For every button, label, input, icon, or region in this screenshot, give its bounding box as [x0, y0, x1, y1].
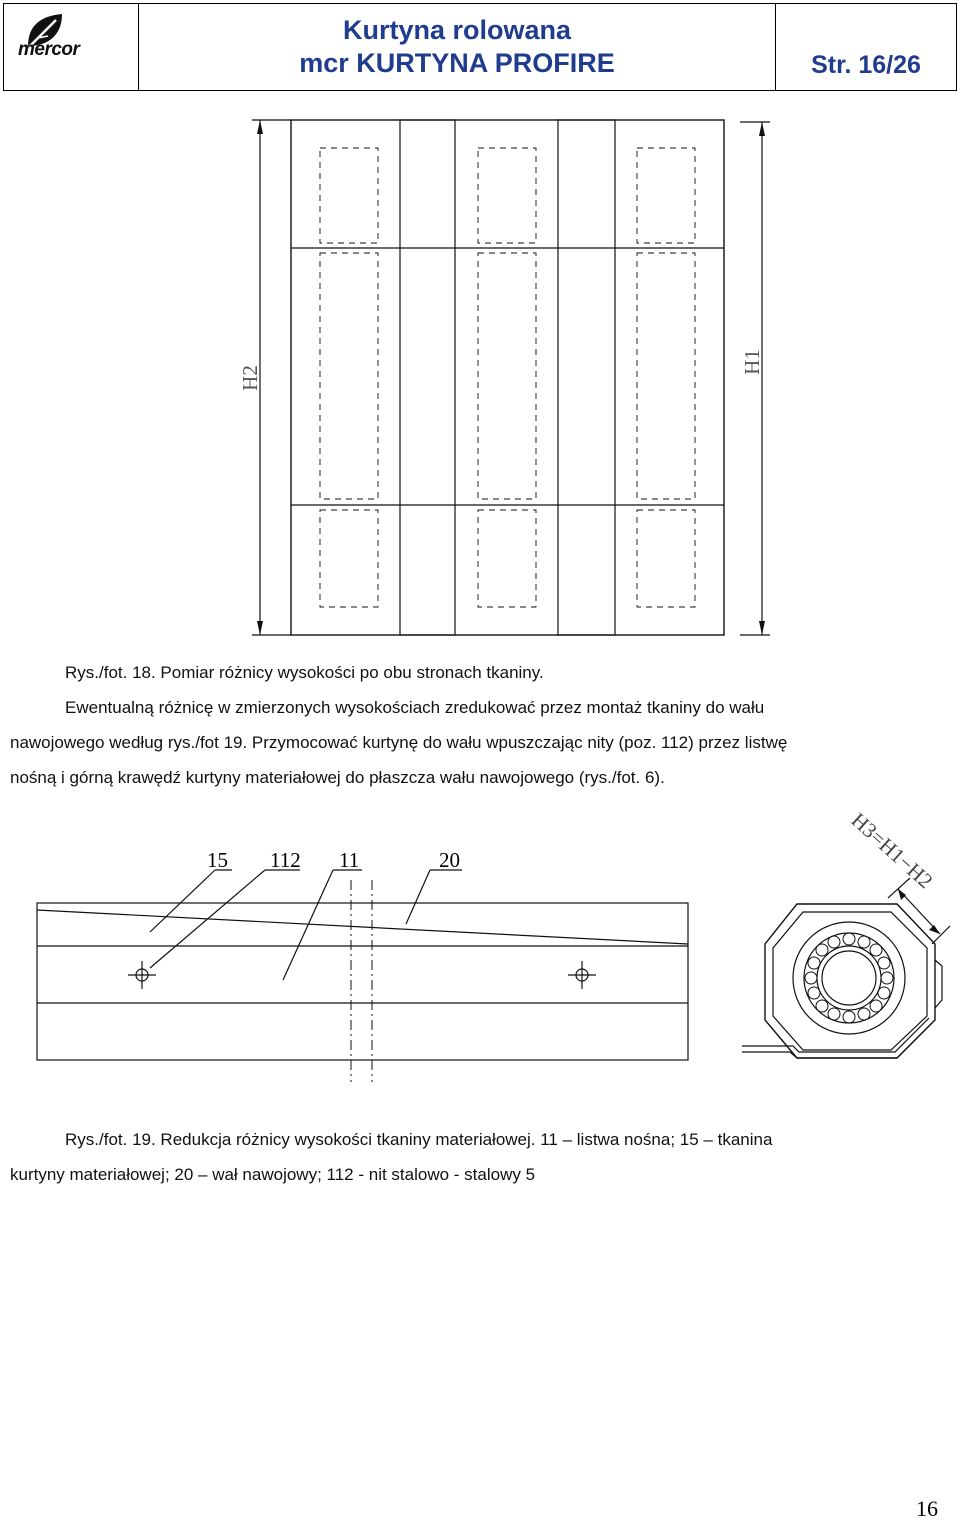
body-line-2: nawojowego według rys./fot 19. Przymocować kurtynę do wału wpuszczając nity (poz. 112) przez listwę [10, 733, 788, 752]
body-line-3: nośną i górną krawędź kurtyny materiałowej do płaszcza wału nawojowego (rys./fot. 6). [10, 768, 665, 787]
label-15: 15 [207, 848, 228, 872]
page-label: Str. 16/26 [811, 51, 921, 79]
title-line-1: Kurtyna rolowana [342, 15, 572, 45]
logo [4, 4, 139, 90]
label-20: 20 [439, 848, 460, 872]
logo-text: mercor [18, 39, 80, 60]
page-number: 16 [916, 1496, 938, 1521]
figure-18-caption: Rys./fot. 18. Pomiar różnicy wysokości po obu stronach tkaniny. [65, 663, 544, 682]
document-title [139, 4, 776, 90]
label-112: 112 [270, 848, 301, 872]
page-header [3, 3, 957, 91]
figure-19-caption-line-1: Rys./fot. 19. Redukcja różnicy wysokości tkaniny materiałowej. 11 – listwa nośna; 15 – tkanina [65, 1130, 773, 1149]
figure-19-drawing [0, 805, 960, 1095]
label-h2: H2 [238, 365, 262, 391]
figure-19-caption-line-2: kurtyny materiałowej; 20 – wał nawojowy; 112 - nit stalowo - stalowy 5 [10, 1165, 536, 1184]
figure-18-drawing [0, 100, 960, 645]
label-11: 11 [339, 848, 360, 872]
title-line-2: mcr KURTYNA PROFIRE [299, 48, 615, 78]
body-line-1: Ewentualną różnicę w zmierzonych wysokościach zredukować przez montaż tkaniny do wału [65, 698, 765, 717]
label-h3: H3=H1−H2 [846, 807, 938, 894]
label-h1: H1 [740, 349, 764, 375]
